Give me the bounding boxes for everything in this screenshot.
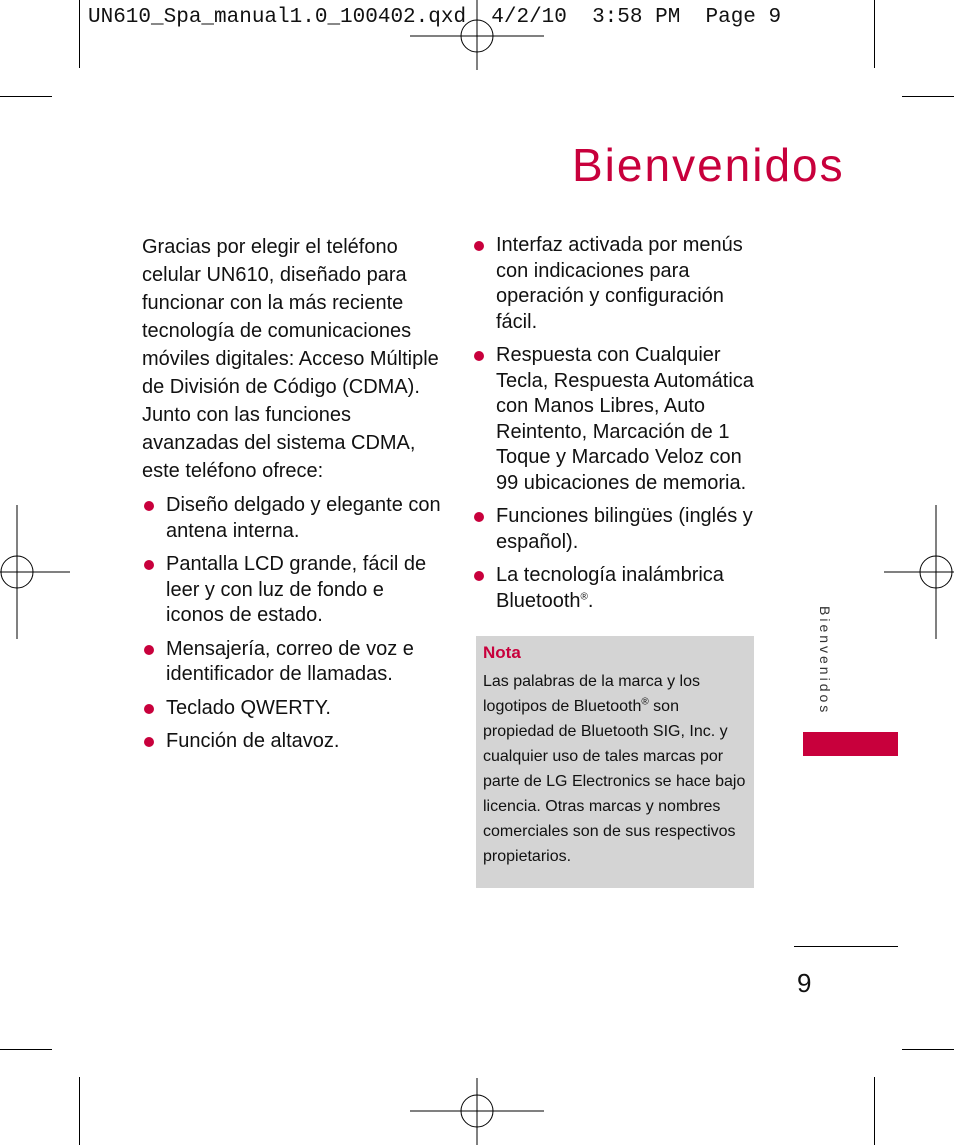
bullet-icon bbox=[144, 501, 154, 511]
registration-mark-right bbox=[884, 505, 954, 639]
crop-mark bbox=[874, 1077, 875, 1145]
feature-list-left bbox=[142, 493, 442, 755]
list-item-text: Respuesta con Cualquier Tecla, Respuesta Automática con Manos Libres, Auto Reintento, Marcación de 1 Toque y Marcado Veloz con 99 ubicaciones de memoria. bbox=[496, 344, 754, 494]
bullet-icon bbox=[144, 704, 154, 714]
bullet-icon bbox=[474, 571, 484, 581]
crop-mark bbox=[902, 96, 954, 97]
crop-mark bbox=[874, 0, 875, 68]
print-slug: UN610_Spa_manual1.0_100402.qxd 4/2/10 3:58 PM Page 9 bbox=[88, 6, 782, 29]
list-item-text: Mensajería, correo de voz e identificador de llamadas. bbox=[166, 637, 414, 685]
page-number: 9 bbox=[797, 968, 812, 998]
bullet-icon bbox=[474, 512, 484, 522]
list-item-text: Funciones bilingües (inglés y español). bbox=[496, 505, 753, 553]
crop-mark bbox=[79, 1077, 80, 1145]
registration-mark-bottom bbox=[410, 1078, 544, 1145]
list-item bbox=[142, 696, 442, 722]
list-item bbox=[142, 493, 442, 544]
list-item bbox=[472, 504, 762, 555]
list-item-end: . bbox=[587, 589, 594, 612]
list-item-text: Función de altavoz. bbox=[166, 730, 340, 752]
list-item bbox=[472, 563, 762, 614]
list-item-text: Diseño delgado y elegante con antena interna. bbox=[166, 494, 441, 542]
list-item bbox=[142, 552, 442, 629]
side-tab-label: Bienvenidos bbox=[817, 606, 833, 716]
list-item bbox=[472, 233, 762, 335]
registered-mark: ® bbox=[641, 696, 649, 708]
intro-paragraph: Gracias por elegir el teléfono celular UN610, diseñado para funcionar con la más reciente tecnología de comunicaciones móviles digitales: Acceso Múltiple de División de Código (CDMA). Junto con las funciones avanzadas del sistema CDMA, este teléfono ofrece: bbox=[142, 236, 439, 482]
note-text bbox=[483, 669, 754, 869]
list-item bbox=[142, 729, 442, 755]
right-column bbox=[472, 233, 762, 622]
list-item-text: Interfaz activada por menús con indicaciones para operación y configuración fácil. bbox=[496, 234, 743, 333]
crop-mark bbox=[902, 1049, 954, 1050]
bullet-icon bbox=[474, 351, 484, 361]
list-item-text: La tecnología inalámbrica Bluetooth bbox=[496, 564, 724, 612]
page-title: Bienvenidos bbox=[572, 139, 845, 191]
crop-mark bbox=[79, 0, 80, 68]
bullet-icon bbox=[144, 737, 154, 747]
bullet-icon bbox=[144, 645, 154, 655]
list-item bbox=[142, 637, 442, 688]
note-text-b: son propiedad de Bluetooth SIG, Inc. y cualquier uso de tales marcas por parte de LG Electronics se hace bajo licencia. Otras marcas y nombres comerciales son de sus respectivos propietarios. bbox=[483, 698, 746, 865]
registered-mark: ® bbox=[580, 590, 588, 602]
bullet-icon bbox=[144, 560, 154, 570]
bullet-icon bbox=[474, 241, 484, 251]
page-number-rule bbox=[794, 946, 898, 947]
list-item-text: Teclado QWERTY. bbox=[166, 696, 331, 719]
list-item-text: Pantalla LCD grande, fácil de leer y con luz de fondo e iconos de estado. bbox=[166, 553, 427, 626]
crop-mark bbox=[0, 96, 52, 97]
side-tab-bar bbox=[803, 732, 898, 756]
registration-mark-left bbox=[0, 505, 70, 639]
crop-mark bbox=[0, 1049, 52, 1050]
left-column bbox=[142, 233, 442, 763]
list-item bbox=[472, 343, 762, 496]
note-box bbox=[476, 636, 754, 888]
note-text-a: Las palabras de la marca y los logotipos de Bluetooth bbox=[483, 673, 700, 715]
feature-list-right bbox=[472, 233, 762, 614]
note-title: Nota bbox=[483, 643, 521, 662]
